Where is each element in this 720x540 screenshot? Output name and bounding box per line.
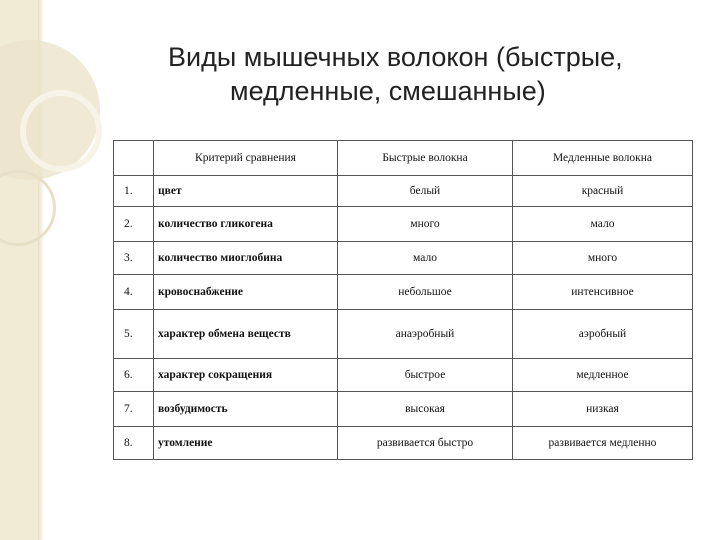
row-slow-value: красный (513, 176, 693, 207)
row-number: 7. (114, 392, 154, 427)
row-number: 2. (114, 207, 154, 242)
row-number: 6. (114, 359, 154, 392)
table-row (114, 176, 693, 207)
header-cell-fast: Быстрые волокна (338, 141, 513, 176)
title-line-2: медленные, смешанные) (230, 76, 546, 106)
table-row (114, 427, 693, 460)
row-number: 5. (114, 310, 154, 359)
title-line-1: Виды мышечных волокон (быстрые, (168, 42, 623, 72)
row-slow-value: много (513, 242, 693, 275)
table-row (114, 275, 693, 310)
row-criterion: утомление (154, 427, 338, 460)
row-criterion: характер сокращения (154, 359, 338, 392)
row-number: 4. (114, 275, 154, 310)
row-criterion: кровоснабжение (154, 275, 338, 310)
header-cell-slow: Медленные волокна (513, 141, 693, 176)
row-criterion: цвет (154, 176, 338, 207)
row-slow-value: интенсивное (513, 275, 693, 310)
table-row (114, 310, 693, 359)
decorative-ring (0, 170, 56, 246)
table-row (114, 242, 693, 275)
row-number: 3. (114, 242, 154, 275)
row-fast-value: белый (338, 176, 513, 207)
comparison-table (113, 140, 693, 460)
row-number: 1. (114, 176, 154, 207)
row-fast-value: небольшое (338, 275, 513, 310)
slide-title (120, 40, 720, 108)
table-header-row (114, 141, 693, 176)
row-slow-value: низкая (513, 392, 693, 427)
row-criterion: количество миоглобина (154, 242, 338, 275)
table-row (114, 207, 693, 242)
header-cell-number (114, 141, 154, 176)
row-slow-value: мало (513, 207, 693, 242)
row-fast-value: много (338, 207, 513, 242)
table-row (114, 392, 693, 427)
row-fast-value: развивается быстро (338, 427, 513, 460)
decorative-ring (20, 90, 102, 172)
row-slow-value: развивается медленно (513, 427, 693, 460)
row-number: 8. (114, 427, 154, 460)
row-fast-value: быстрое (338, 359, 513, 392)
table-row (114, 359, 693, 392)
row-criterion: характер обмена веществ (154, 310, 338, 359)
row-fast-value: высокая (338, 392, 513, 427)
row-slow-value: аэробный (513, 310, 693, 359)
row-fast-value: мало (338, 242, 513, 275)
row-criterion: возбудимость (154, 392, 338, 427)
row-criterion: количество гликогена (154, 207, 338, 242)
row-fast-value: анаэробный (338, 310, 513, 359)
row-slow-value: медленное (513, 359, 693, 392)
header-cell-criterion: Критерий сравнения (154, 141, 338, 176)
